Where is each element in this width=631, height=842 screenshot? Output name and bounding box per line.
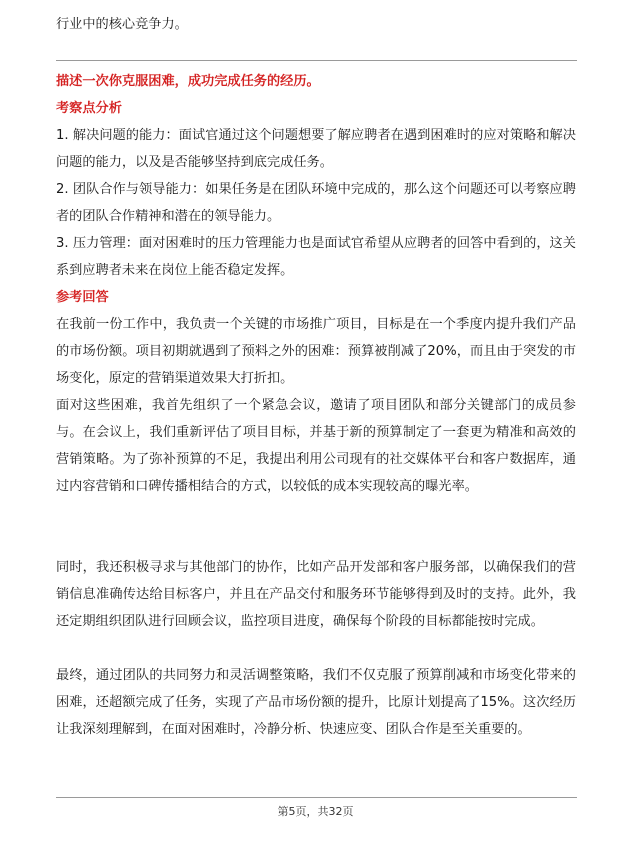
analysis-heading: 考察点分析 [56,101,122,116]
answer-heading: 参考回答 [56,290,109,305]
analysis-item: 2. 团队合作与领导能力：如果任务是在团队环境中完成的，那么这个问题还可以考察应聘者的团队合作精神和潜在的领导能力。 [56,182,576,224]
answer-paragraph: 在我前一份工作中，我负责一个关键的市场推广项目，目标是在一个季度内提升我们产品的市场份额。项目初期就遇到了预料之外的困难：预算被削减了20%，而且由于突发的市场变化，原定的营销渠道效果大打折扣。 [56,317,576,386]
analysis-item: 3. 压力管理：面对困难时的压力管理能力也是面试官希望从应聘者的回答中看到的，这关系到应聘者未来在岗位上能否稳定发挥。 [56,236,576,278]
top-divider [56,60,577,61]
carryover-text: 行业中的核心竞争力。 [56,17,188,32]
analysis-item: 1. 解决问题的能力：面试官通过这个问题想要了解应聘者在遇到困难时的应对策略和解决问题的能力，以及是否能够坚持到底完成任务。 [56,128,576,170]
question-title: 描述一次你克服困难，成功完成任务的经历。 [56,74,320,89]
page-number: 第5页，共32页 [277,805,354,818]
answer-paragraph: 同时，我还积极寻求与其他部门的协作，比如产品开发部和客户服务部，以确保我们的营销信息准确传达给目标客户，并且在产品交付和服务环节能够得到及时的支持。此外，我还定期组织团队进行回顾会议，监控项目进度，确保每个阶段的目标都能按时完成。 [56,560,576,629]
answer-paragraph: 最终，通过团队的共同努力和灵活调整策略，我们不仅克服了预算削减和市场变化带来的困难，还超额完成了任务，实现了产品市场份额的提升，比原计划提高了15%。这次经历让我深刻理解到，在面对困难时，冷静分析、快速应变、团队合作是至关重要的。 [56,668,576,737]
footer-divider [56,797,577,798]
answer-paragraph: 面对这些困难，我首先组织了一个紧急会议，邀请了项目团队和部分关键部门的成员参与。在会议上，我们重新评估了项目目标，并基于新的预算制定了一套更为精准和高效的营销策略。为了弥补预算的不足，我提出利用公司现有的社交媒体平台和客户数据库，通过内容营销和口碑传播相结合的方式，以较低的成本实现较高的曝光率。 [56,398,576,494]
